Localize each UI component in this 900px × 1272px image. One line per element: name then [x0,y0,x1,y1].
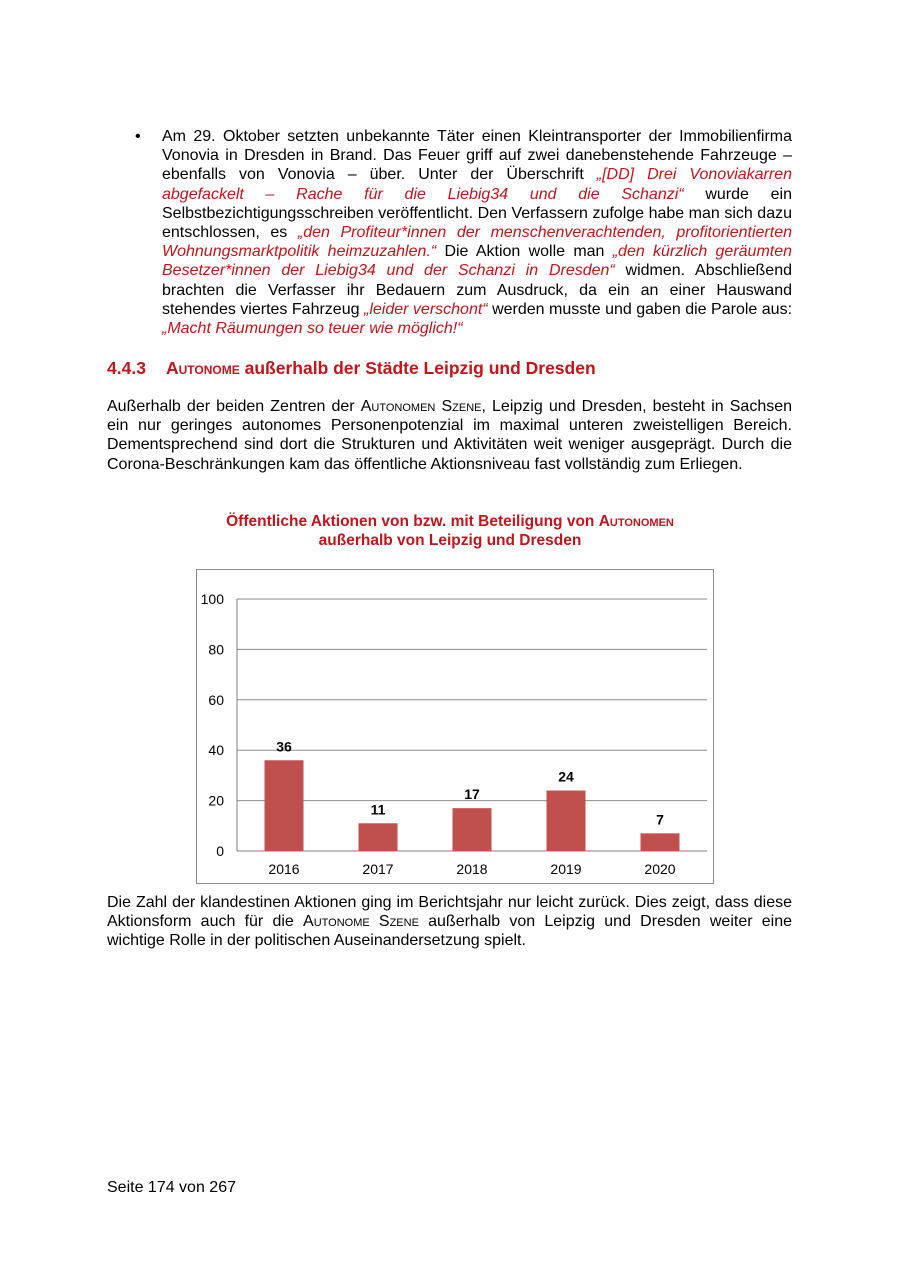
paragraph-smallcaps: Autonomen Szene [360,398,482,415]
bar [265,760,304,851]
section-heading [107,357,792,379]
chart-title-smallcaps: Autonomen [598,513,674,530]
page-number: Seite 174 von 267 [107,1179,236,1196]
y-tick-label: 80 [208,641,224,658]
data-label: 17 [464,786,480,803]
bullet-quote: „Macht Räumungen so teuer wie möglich!“ [162,320,463,338]
bullet-quote: „den Profiteur*innen der menschenverachtenden, profitorientierten Wohnungsmarktpolitik heimzuzahlen.“ [162,224,792,261]
chart-title-line2: außerhalb von Leipzig und Dresden [318,532,582,549]
section-heading-smallcaps: Autonome [166,358,240,378]
x-tick-label: 2020 [644,861,676,877]
x-tick-label: 2018 [456,861,488,877]
bullet-quote: „[DD] Drei Vonoviakarren abgefackelt – Rache für die Liebig34 und die Schanzi“ [162,166,792,203]
bullet-segment: werden musste und gaben die Parole aus: [487,300,793,318]
bullet-segment: Die Aktion wolle man [436,243,613,261]
y-tick-label: 20 [208,792,224,809]
paragraph-conclusion [107,893,792,951]
bullet-segment: wurde ein Selbstbezichtigungsschreiben veröffentlicht. Den Verfassern zufolge habe man sich dazu entschlossen, es [162,185,792,242]
y-tick-label: 40 [208,742,224,759]
bar [359,823,398,851]
data-label: 7 [656,811,664,828]
data-label: 24 [558,768,574,785]
bullet-quote: „leider verschont“ [363,300,488,318]
paragraph-intro [107,397,792,474]
chart-frame [196,569,714,884]
y-tick-label: 0 [216,843,224,859]
data-label: 36 [276,738,292,755]
data-label: 11 [370,801,386,818]
bullet-text [162,127,792,338]
paragraph-text: Außerhalb der beiden Zentren der [107,398,361,415]
bullet-segment: widmen. Abschließend brachten die Verfasser ihr Bedauern zum Ausdruck, da ein an einer Hauswand stehendes viertes Fahrzeug [162,262,792,318]
bar [641,833,680,851]
bar [453,808,492,851]
y-tick-label: 60 [208,691,224,708]
bullet-dot: • [135,128,141,145]
chart-title-line1: Öffentliche Aktionen von bzw. mit Beteiligung von [226,513,599,530]
section-number: 4.4.3 [107,358,146,378]
bar-chart [197,570,715,885]
chart-title [150,512,750,550]
section-heading-rest: außerhalb der Städte Leipzig und Dresden [239,358,596,378]
bar [547,791,586,851]
paragraph-text: außerhalb von Leipzig und Dresden weiter eine wichtige Rolle in der politischen Auseinandersetzung spielt. [107,913,793,950]
bullet-segment: Am 29. Oktober setzten unbekannte Täter einen Kleintransporter der Immobilienfirma Vonovia in Dresden in Brand. Das Feuer griff auf zwei danebenstehende Fahrzeuge – ebenfalls von Vonovia – über. Unter der Überschrift [162,128,792,184]
paragraph-text: , Leipzig und Dresden, besteht in Sachsen ein nur geringes autonomes Personenpotenzial im maximal unteren zweistelligen Bereich. Dementsprechend sind dort die Strukturen und Aktivitäten weit weniger ausgeprägt. Durch die Corona-Beschränkungen kam das öffentliche Aktionsniveau fast vollständig zum Erliegen. [107,398,793,473]
paragraph-text: Die Zahl der klandestinen Aktionen ging im Berichtsjahr nur leicht zurück. Dies zeigt, dass diese Aktionsform auch für die [107,894,792,931]
x-tick-label: 2017 [362,861,394,877]
x-tick-label: 2016 [268,861,300,877]
paragraph-smallcaps: Autonome Szene [303,913,419,931]
bullet-quote: „den kürzlich geräumten Besetzer*innen der Liebig34 und der Schanzi in Dresden“ [162,243,793,280]
y-tick-label: 100 [200,591,224,607]
x-tick-label: 2019 [550,861,582,877]
